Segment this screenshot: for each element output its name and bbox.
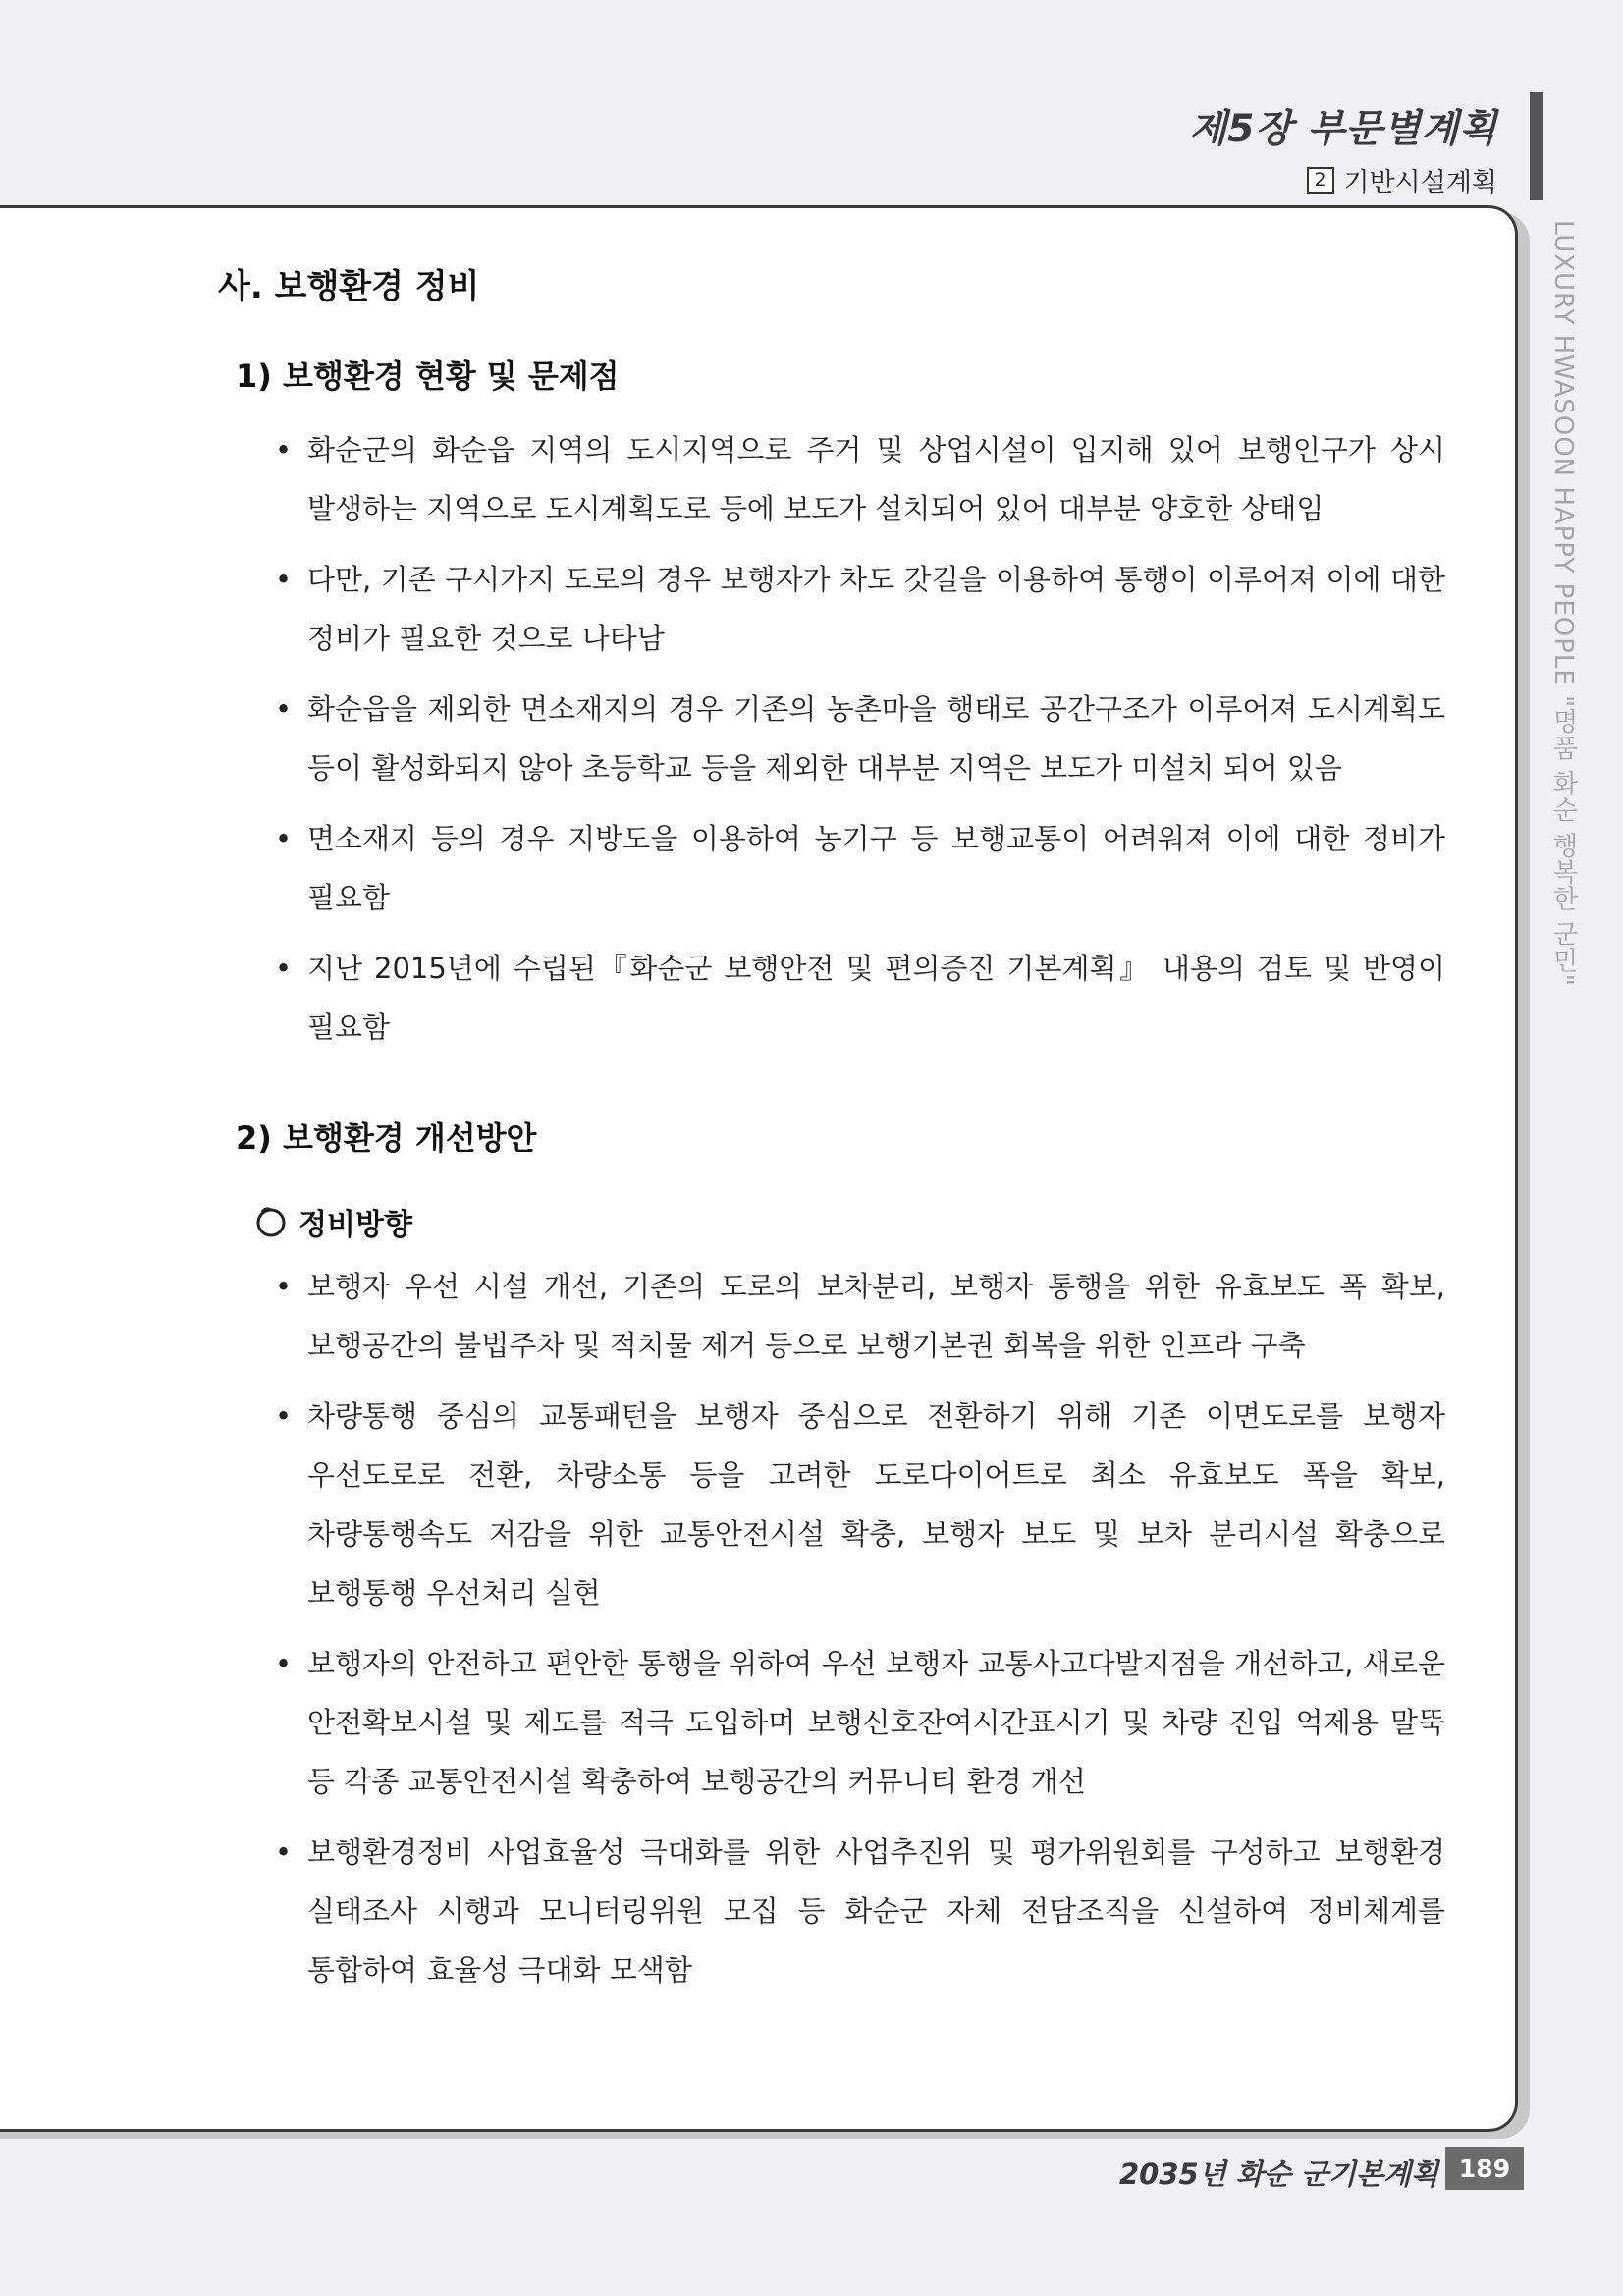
bullet-text: 보행환경정비 사업효율성 극대화를 위한 사업추진위 및 평가위원회를 구성하고 보행환경 실태조사 시행과 모니터링위원 모집 등 화순군 자체 전담조직을 신설하여 정비체계를 통합하여 효율성 극대화 모색함: [307, 1835, 1445, 1987]
direction-heading-text: 정비방향: [298, 1208, 412, 1242]
list-item: [275, 1634, 1445, 1811]
bullet-dot-icon: •: [275, 1270, 293, 1303]
bullet-dot-icon: •: [275, 1399, 293, 1433]
circle-marker-icon: [253, 1204, 289, 1239]
subheading-status: 1) 보행환경 현황 및 문제점: [236, 357, 620, 395]
bullet-dot-icon: •: [275, 952, 293, 985]
section-title-text: 기반시설계획: [1343, 168, 1497, 198]
direction-heading: [253, 1200, 412, 1243]
bullet-dot-icon: •: [275, 563, 293, 596]
footer-title: 2035년 화순 군기본계획: [1119, 2158, 1439, 2191]
bullet-dot-icon: •: [275, 822, 293, 855]
list-item: [275, 809, 1445, 927]
bullet-text: 보행자의 안전하고 편안한 통행을 위하여 우선 보행자 교통사고다발지점을 개선하고, 새로운 안전확보시설 및 제도를 적극 도입하며 보행신호잔여시간표시기 및 차량 진입 억제용 말뚝 등 각종 교통안전시설 확충하여 보행공간의 커뮤니티 환경 개선: [307, 1647, 1445, 1798]
bullet-dot-icon: •: [275, 433, 293, 466]
chapter-title: 제5장 부문별계획: [1189, 107, 1497, 151]
bullet-text: 화순읍을 제외한 면소재지의 경우 기존의 농촌마을 행태로 공간구조가 이루어져 도시계획도 등이 활성화되지 않아 초등학교 등을 제외한 대부분 지역은 보도가 미설치 되어 있음: [307, 692, 1445, 785]
bullet-dot-icon: •: [275, 1647, 293, 1680]
improvement-bullet-list: [275, 1257, 1445, 2011]
list-item: [275, 420, 1445, 538]
bullet-text: 다만, 기존 구시가지 도로의 경우 보행자가 차도 갓길을 이용하여 통행이 이루어져 이에 대한 정비가 필요한 것으로 나타남: [307, 563, 1445, 655]
side-slogan: LUXURY HWASOON HAPPY PEOPLE "명품 화순 행복한 군민": [1548, 220, 1578, 987]
status-bullet-list: [275, 420, 1445, 1068]
bullet-text: 보행자 우선 시설 개선, 기존의 도로의 보차분리, 보행자 통행을 위한 유효보도 폭 확보, 보행공간의 불법주차 및 적치물 제거 등으로 보행기본권 회복을 위한 인프라 구축: [307, 1270, 1445, 1362]
main-heading: 사. 보행환경 정비: [218, 267, 480, 306]
section-number-box: 2: [1307, 167, 1334, 194]
list-item: [275, 680, 1445, 797]
bullet-text: 지난 2015년에 수립된『화순군 보행안전 및 편의증진 기본계획』 내용의 검토 및 반영이 필요함: [307, 952, 1445, 1044]
list-item: [275, 1257, 1445, 1375]
list-item: [275, 550, 1445, 668]
list-item: [275, 1387, 1445, 1622]
list-item: [275, 939, 1445, 1057]
list-item: [275, 1823, 1445, 1999]
page-number: 189: [1445, 2147, 1524, 2190]
bullet-dot-icon: •: [275, 692, 293, 726]
header-accent-bar: [1530, 92, 1543, 200]
section-title: [1307, 161, 1498, 199]
subheading-improvement: 2) 보행환경 개선방안: [236, 1120, 537, 1157]
bullet-text: 차량통행 중심의 교통패턴을 보행자 중심으로 전환하기 위해 기존 이면도로를 보행자 우선도로로 전환, 차량소통 등을 고려한 도로다이어트로 최소 유효보도 폭을 확보, 차량통행속도 저감을 위한 교통안전시설 확충, 보행자 보도 및 보차 분리시설 확충으로 보행통행 우선처리 실현: [307, 1399, 1445, 1610]
bullet-dot-icon: •: [275, 1835, 293, 1869]
bullet-text: 화순군의 화순읍 지역의 도시지역으로 주거 및 상업시설이 입지해 있어 보행인구가 상시 발생하는 지역으로 도시계획도로 등에 보도가 설치되어 있어 대부분 양호한 상태임: [307, 433, 1445, 525]
bullet-text: 면소재지 등의 경우 지방도을 이용하여 농기구 등 보행교통이 어려워져 이에 대한 정비가 필요함: [307, 822, 1446, 914]
